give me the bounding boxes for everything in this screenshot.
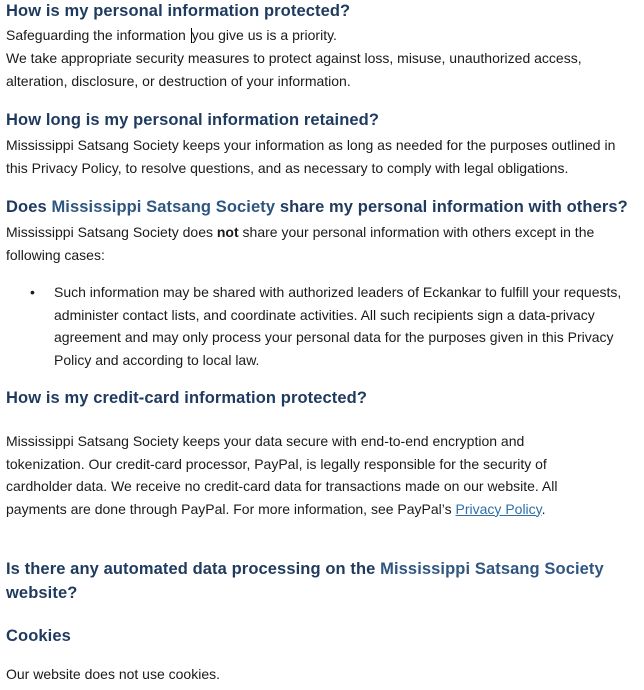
heading-personal-info-protected: How is my personal information protected? xyxy=(6,2,351,20)
heading-share-info xyxy=(6,198,628,217)
heading-cookies: Cookies xyxy=(6,627,71,645)
heading-credit-card: How is my credit-card information protected? xyxy=(6,389,368,407)
heading-share-post: share my personal information with others? xyxy=(275,198,628,216)
safeguarding-text-b: you give us is a priority. xyxy=(191,27,337,43)
credit-card-text: Mississippi Satsang Society keeps your data secure with end-to-end encryption and tokenization. Our credit-card processor, PayPal, is legally responsible for the security of cardholder data. We receive no credit-card data for transactions made on our website. All payments are done through PayPal. For more information, see PayPal’s xyxy=(6,433,558,517)
heading-info-retained: How long is my personal information retained? xyxy=(6,111,380,129)
heading-automated-post: website? xyxy=(6,584,78,602)
heading-share-pre: Does xyxy=(6,198,52,216)
org-name: Mississippi Satsang Society xyxy=(380,560,604,578)
bullet-marker: • xyxy=(30,284,35,300)
org-name: Mississippi Satsang Society xyxy=(51,198,276,216)
bullet-item-eckankar: Such information may be shared with authorized leaders of Eckankar to fulfill your requests, administer contact lists, and coordinate activities. All such recipients sign a data-privacy agreement and may only process your personal data for the purposes given in this Privacy Policy and according to local law. xyxy=(54,284,622,368)
paragraph-share-intro xyxy=(6,221,631,266)
heading-automated-pre: Is there any automated data processing on the xyxy=(6,560,381,578)
credit-card-end: . xyxy=(541,500,546,517)
paragraph-cookies: Our website does not use cookies. xyxy=(6,666,221,682)
safeguarding-text-a: Safeguarding the information xyxy=(6,27,190,43)
paragraph-credit-card xyxy=(6,430,606,520)
share-intro-pre: Mississippi Satsang Society does xyxy=(6,224,217,240)
paragraph-retention: Mississippi Satsang Society keeps your information as long as needed for the purposes outlined in this Privacy Policy, to resolve questions, and as necessary to comply with legal obligations. xyxy=(6,137,616,176)
share-intro-post: share your personal information with others except in the following cases: xyxy=(6,224,595,263)
paragraph-safeguarding xyxy=(6,24,631,47)
share-intro-bold: not xyxy=(216,224,239,240)
heading-automated-processing xyxy=(6,557,604,605)
paragraph-security-measures: We take appropriate security measures to protect against loss, misuse, unauthorized access, alteration, disclosure, or destruction of your information. xyxy=(6,50,582,89)
privacy-policy-link[interactable]: Privacy Policy xyxy=(455,500,542,517)
